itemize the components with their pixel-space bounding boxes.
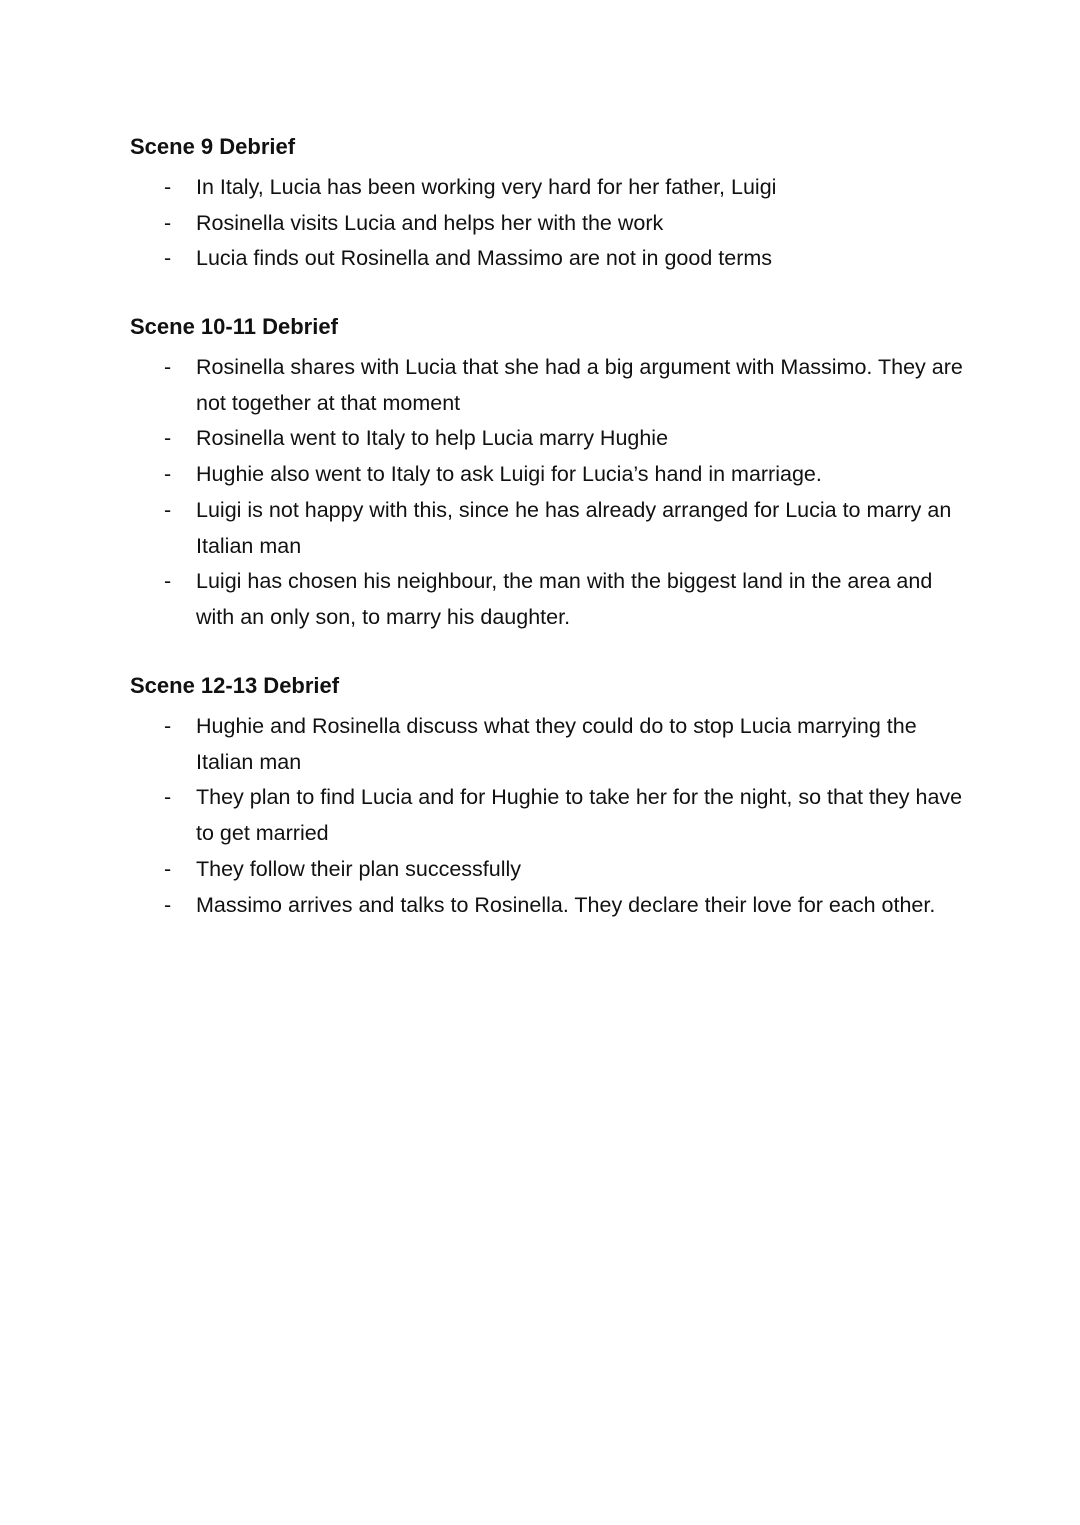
- bullet-text: Hughie and Rosinella discuss what they could do to stop Lucia marrying the Italian man: [196, 714, 917, 774]
- bullet-item: [130, 421, 970, 457]
- bullet-item: [130, 457, 970, 493]
- bullet-item: [130, 493, 970, 564]
- bullet-list: [130, 709, 970, 923]
- bullet-dash: -: [164, 462, 172, 487]
- bullet-dash: -: [164, 856, 172, 881]
- bullet-dash: -: [164, 175, 172, 199]
- section-title: Scene 9 Debrief: [130, 134, 296, 159]
- bullet-dash: -: [164, 714, 172, 738]
- bullet-text: Rosinella went to Italy to help Lucia marry Hughie: [196, 426, 669, 451]
- bullet-list: [130, 170, 970, 277]
- section-title: Scene 10-11 Debrief: [130, 314, 338, 339]
- section-scene-9: [130, 134, 970, 277]
- bullet-text: Rosinella visits Lucia and helps her with the work: [196, 210, 664, 235]
- bullet-item: [130, 852, 970, 888]
- bullet-text: In Italy, Lucia has been working very hard for her father, Luigi: [196, 175, 777, 199]
- bullet-text: Hughie also went to Italy to ask Luigi for Lucia’s hand in marriage.: [196, 462, 822, 487]
- bullet-item: [130, 350, 970, 421]
- bullet-dash: -: [164, 246, 172, 271]
- bullet-text: They plan to find Lucia and for Hughie to take her for the night, so that they have to get married: [196, 785, 963, 846]
- bullet-text: Lucia finds out Rosinella and Massimo are not in good terms: [196, 246, 773, 271]
- bullet-dash: -: [164, 892, 172, 917]
- section-title: Scene 12-13 Debrief: [130, 673, 340, 698]
- section-scene-10-11: [130, 314, 970, 636]
- bullet-item: [130, 564, 970, 635]
- bullet-list: [130, 350, 970, 636]
- bullet-item: [130, 206, 970, 242]
- bullet-item: [130, 888, 970, 924]
- bullet-text: Luigi is not happy with this, since he has already arranged for Lucia to marry an Italian man: [196, 497, 952, 558]
- bullet-item: [130, 709, 970, 780]
- bullet-dash: -: [164, 426, 172, 451]
- bullet-dash: -: [164, 210, 172, 235]
- bullet-text: Rosinella shares with Lucia that she had a big argument with Massimo. They are not together at that moment: [196, 355, 963, 415]
- bullet-dash: -: [164, 497, 172, 522]
- bullet-text: They follow their plan successfully: [196, 856, 522, 881]
- section-scene-12-13: [130, 673, 970, 923]
- bullet-text: Luigi has chosen his neighbour, the man with the biggest land in the area and with an only son, to marry his daughter.: [196, 569, 933, 629]
- bullet-text: Massimo arrives and talks to Rosinella. They declare their love for each other.: [196, 892, 936, 917]
- bullet-item: [130, 780, 970, 851]
- bullet-item: [130, 170, 970, 206]
- bullet-dash: -: [164, 785, 172, 810]
- bullet-dash: -: [164, 355, 172, 379]
- bullet-dash: -: [164, 569, 172, 594]
- bullet-item: [130, 241, 970, 277]
